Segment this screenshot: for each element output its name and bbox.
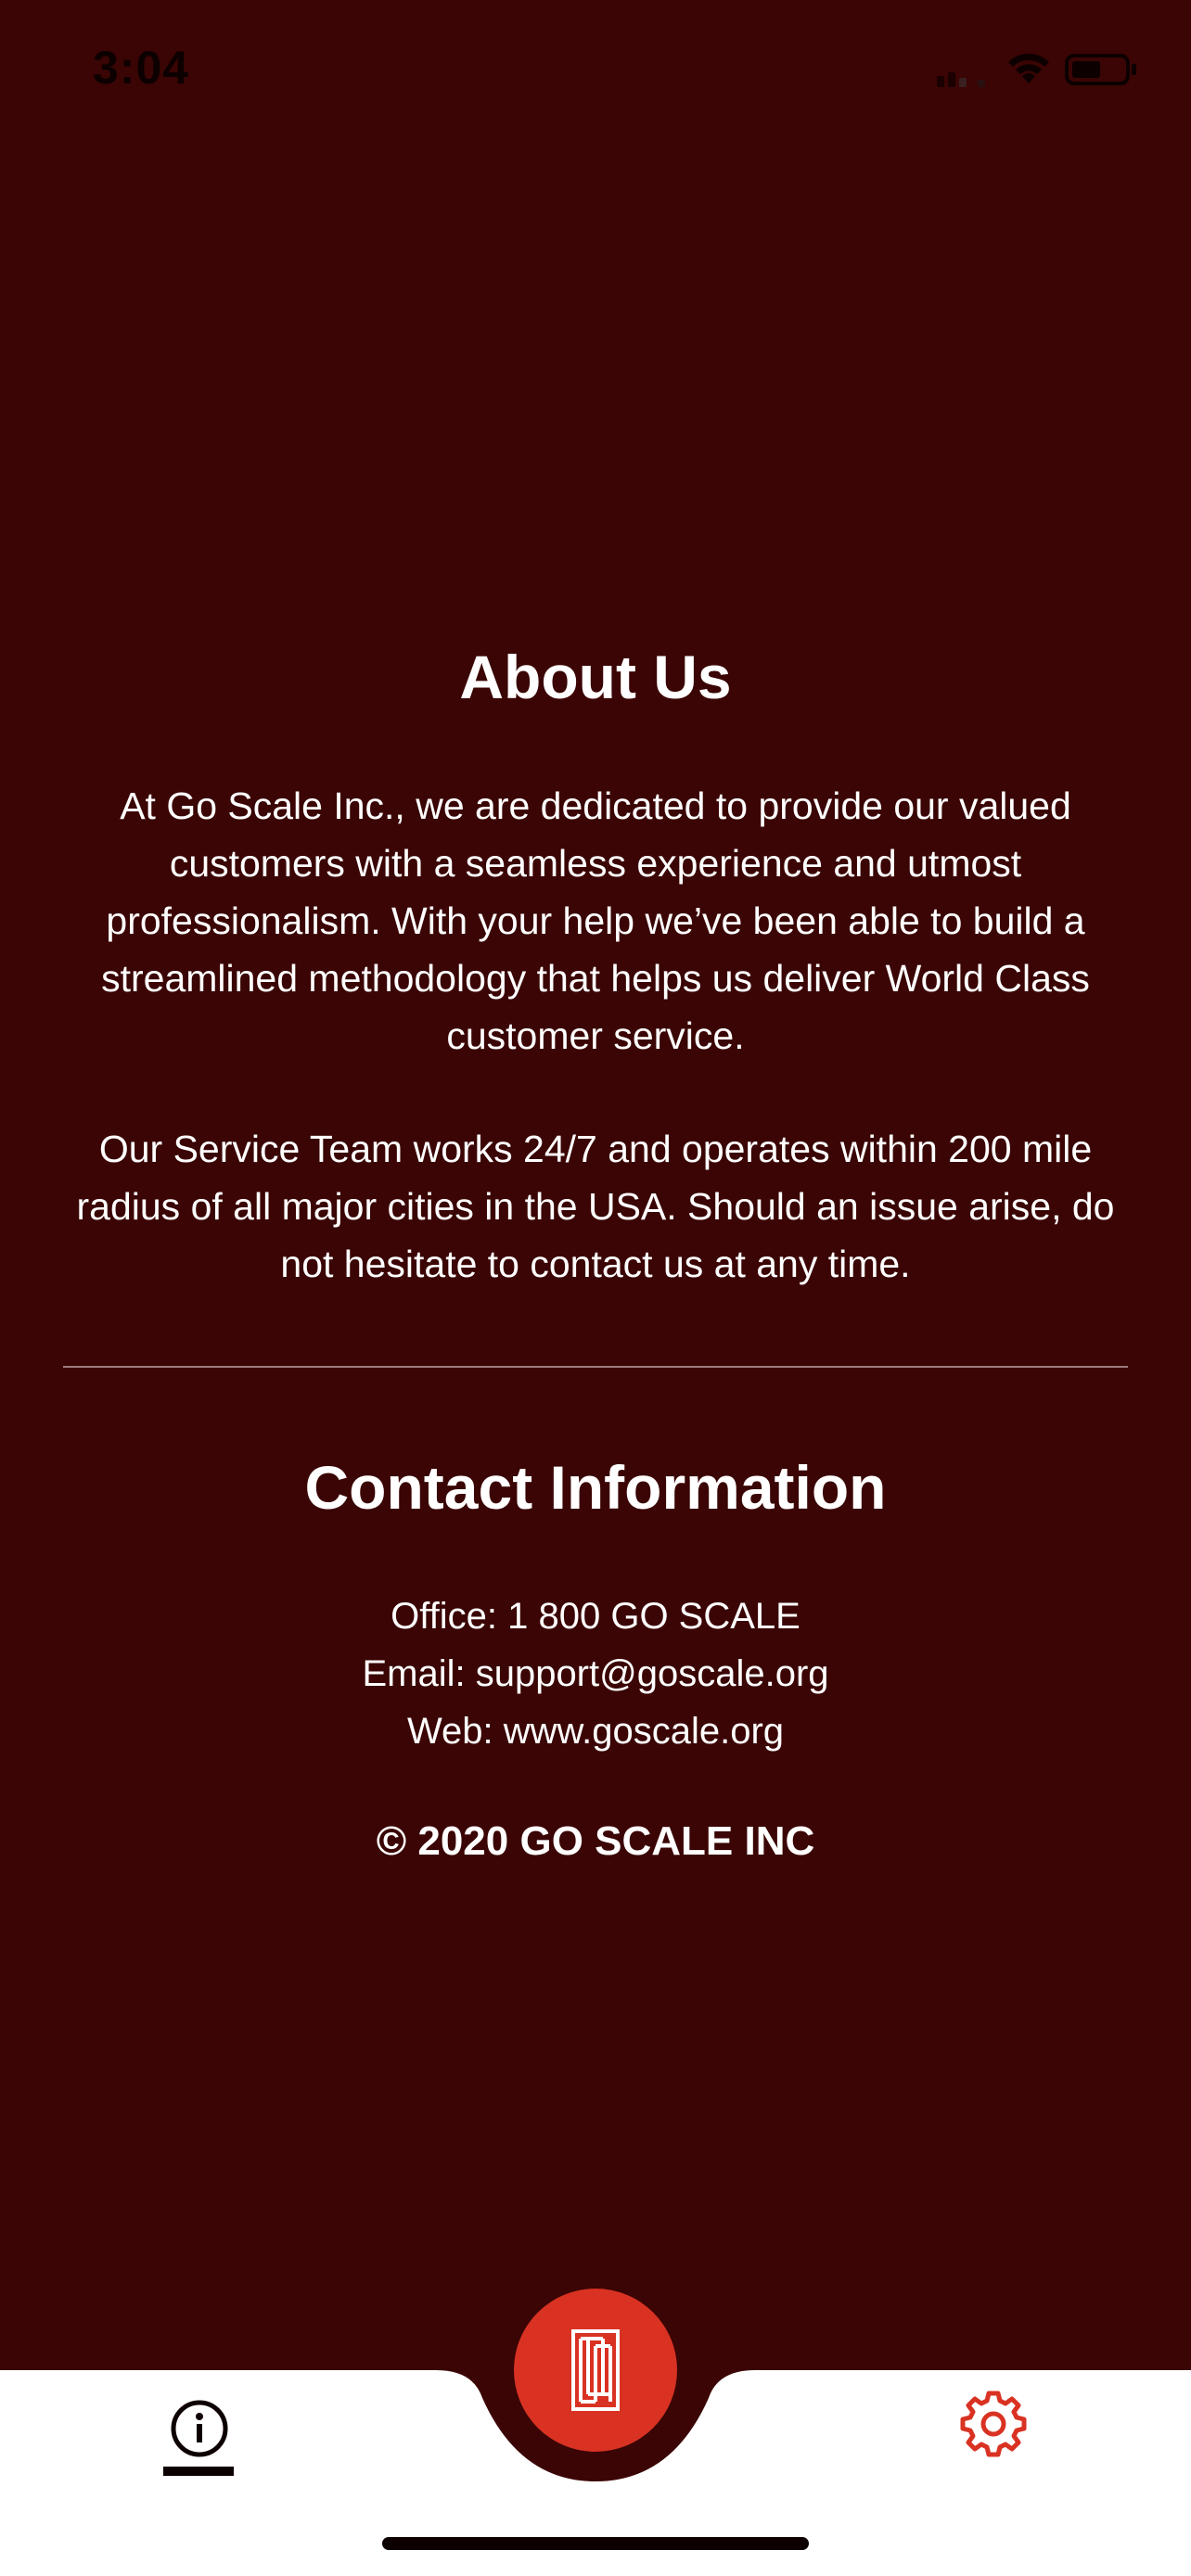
active-tab-indicator [163, 2467, 234, 2476]
copyright: © 2020 GO SCALE INC [376, 1818, 815, 1864]
goscale-logo-icon [514, 2289, 677, 2452]
cellular-signal-icon [937, 67, 989, 87]
tab-settings[interactable] [960, 2391, 1027, 2457]
battery-icon [1065, 52, 1139, 87]
contact-title: Contact Information [304, 1453, 887, 1522]
contact-details [0, 1588, 1191, 1760]
wifi-icon [1004, 50, 1054, 87]
home-indicator [382, 2537, 809, 2550]
status-time: 3:04 [93, 42, 190, 94]
info-icon [158, 2394, 241, 2468]
contact-office[interactable]: Office: 1 800 GO SCALE [391, 1596, 800, 1637]
contact-email[interactable]: Email: support@goscale.org [362, 1653, 829, 1694]
about-title: About Us [459, 643, 732, 711]
tab-about[interactable] [158, 2394, 241, 2496]
about-paragraph-2: Our Service Team works 24/7 and operates within 200 mile radius of all major cities in the USA. Should an issue arise, do not hesitate to contact us at any time. [76, 1128, 1115, 1285]
contact-web[interactable]: Web: www.goscale.org [406, 1711, 785, 1752]
goscale-home-button[interactable] [514, 2289, 677, 2452]
about-paragraph-1: At Go Scale Inc., we are dedicated to provide our valued customers with a seamless experience and utmost professionalism. With your help we’ve been able to build a streamlined methodology that helps us deliver World Class customer service. [101, 784, 1090, 1057]
gear-icon [960, 2391, 1027, 2457]
divider [63, 1366, 1128, 1368]
status-bar [0, 0, 1191, 139]
